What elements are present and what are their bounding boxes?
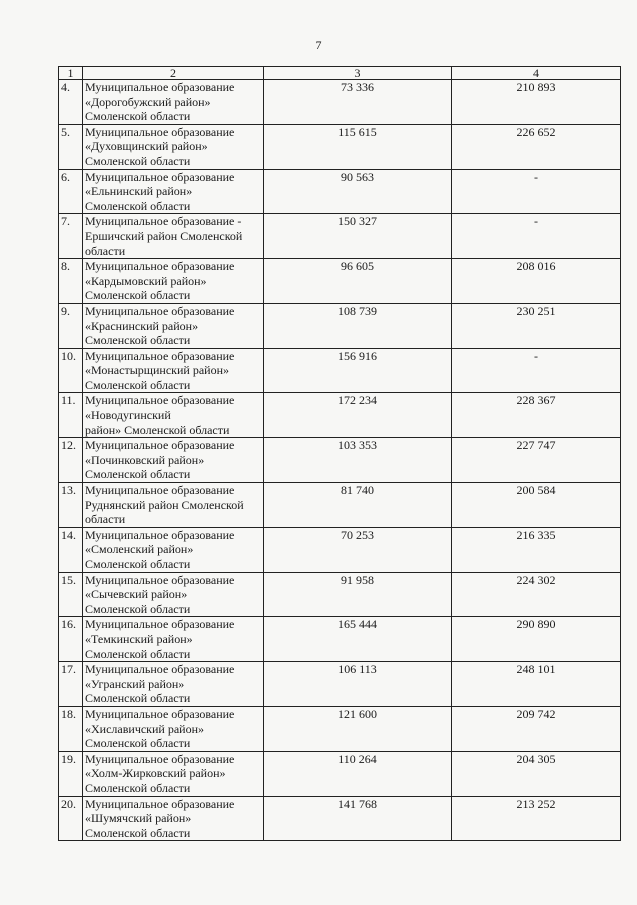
table-row — [59, 124, 621, 169]
table-row — [59, 348, 621, 393]
row-number-cell: 5. — [59, 124, 83, 169]
table-row — [59, 169, 621, 214]
municipality-name-cell — [83, 438, 264, 483]
municipality-name-cell — [83, 796, 264, 841]
municipality-name-cell — [83, 214, 264, 259]
page-number: 7 — [315, 38, 322, 52]
municipality-name-line: Смоленской области — [85, 467, 191, 482]
municipality-name-cell — [83, 483, 264, 528]
row-number-cell: 10. — [59, 348, 83, 393]
row-number-cell: 19. — [59, 751, 83, 796]
table-row — [59, 393, 621, 438]
municipality-name-line: Муниципальное образование — [85, 348, 235, 363]
municipality-name-cell — [83, 80, 264, 125]
value-col4-cell: 200 584 — [452, 483, 621, 528]
table-header-row — [59, 67, 621, 80]
municipality-name-line: «Дорогобужский район» — [85, 94, 211, 109]
municipality-name-line: области — [85, 512, 126, 527]
table-row — [59, 214, 621, 259]
municipality-name-line: Руднянский район Смоленской — [85, 497, 244, 512]
municipality-name-line: «Холм-Жирковский район» — [85, 766, 226, 781]
municipality-name-line: «Новодугинский — [85, 408, 171, 423]
municipality-name-line: Смоленской области — [85, 288, 191, 303]
municipality-name-cell — [83, 259, 264, 304]
value-col3-cell: 70 253 — [264, 527, 452, 572]
municipality-name-cell — [83, 169, 264, 214]
municipality-name-line: Муниципальное образование — [85, 169, 235, 184]
value-col4-cell: 230 251 — [452, 303, 621, 348]
municipality-name-line: «Краснинский район» — [85, 318, 199, 333]
table-row — [59, 438, 621, 483]
value-col3-cell: 150 327 — [264, 214, 452, 259]
value-col3-cell: 141 768 — [264, 796, 452, 841]
municipality-name-line: «Починковский район» — [85, 452, 205, 467]
value-col4-cell: 224 302 — [452, 572, 621, 617]
municipality-name-line: Муниципальное образование — [85, 662, 235, 677]
value-col3-cell: 156 916 — [264, 348, 452, 393]
value-col3-cell: 115 615 — [264, 124, 452, 169]
row-number-cell: 18. — [59, 706, 83, 751]
municipality-name-line: Муниципальное образование - — [85, 214, 242, 229]
row-number-cell: 8. — [59, 259, 83, 304]
municipality-name-line: Муниципальное образование — [85, 438, 235, 453]
municipality-name-line: район» Смоленской области — [85, 422, 230, 437]
municipality-name-cell — [83, 706, 264, 751]
value-col4-cell: 228 367 — [452, 393, 621, 438]
table-row — [59, 303, 621, 348]
municipality-name-line: Муниципальное образование — [85, 751, 235, 766]
value-col4-cell: - — [452, 169, 621, 214]
municipality-name-line: Муниципальное образование — [85, 527, 235, 542]
municipality-name-line: Муниципальное образование — [85, 483, 235, 498]
municipality-name-cell — [83, 303, 264, 348]
table-row — [59, 483, 621, 528]
municipality-name-line: Смоленской области — [85, 153, 191, 168]
row-number-cell: 9. — [59, 303, 83, 348]
row-number-cell: 20. — [59, 796, 83, 841]
municipality-name-cell — [83, 751, 264, 796]
row-number-cell: 12. — [59, 438, 83, 483]
row-number-cell: 17. — [59, 662, 83, 707]
municipality-name-line: Ершичский район Смоленской — [85, 228, 243, 243]
value-col3-cell: 103 353 — [264, 438, 452, 483]
municipality-name-line: Смоленской области — [85, 825, 191, 840]
value-col3-cell: 110 264 — [264, 751, 452, 796]
header-cell-4: 4 — [452, 67, 621, 80]
value-col4-cell: 213 252 — [452, 796, 621, 841]
value-col3-cell: 165 444 — [264, 617, 452, 662]
municipality-name-line: «Ельнинский район» — [85, 184, 193, 199]
table-row — [59, 706, 621, 751]
table-row — [59, 572, 621, 617]
municipality-name-cell — [83, 662, 264, 707]
municipality-name-line: Муниципальное образование — [85, 124, 235, 139]
municipality-name-line: «Смоленский район» — [85, 542, 194, 557]
value-col3-cell: 73 336 — [264, 80, 452, 125]
municipality-name-line: Смоленской области — [85, 691, 191, 706]
municipality-name-line: Смоленской области — [85, 109, 191, 124]
municipality-name-line: «Угранский район» — [85, 676, 185, 691]
value-col4-cell: 248 101 — [452, 662, 621, 707]
municipality-name-line: Муниципальное образование — [85, 303, 235, 318]
value-col3-cell: 121 600 — [264, 706, 452, 751]
header-cell-1: 1 — [59, 67, 83, 80]
value-col4-cell: 208 016 — [452, 259, 621, 304]
municipality-name-line: Муниципальное образование — [85, 80, 235, 94]
value-col4-cell: 226 652 — [452, 124, 621, 169]
table-row — [59, 80, 621, 125]
table-row — [59, 617, 621, 662]
municipality-name-line: Муниципальное образование — [85, 617, 235, 632]
municipality-name-line: Муниципальное образование — [85, 796, 235, 811]
table-row — [59, 662, 621, 707]
table-row — [59, 527, 621, 572]
table-row — [59, 751, 621, 796]
municipality-name-line: «Монастырщинский район» — [85, 363, 230, 378]
municipality-name-cell — [83, 572, 264, 617]
municipality-name-line: «Кардымовский район» — [85, 273, 207, 288]
value-col3-cell: 81 740 — [264, 483, 452, 528]
municipal-table — [58, 66, 621, 841]
header-cell-2: 2 — [83, 67, 264, 80]
value-col4-cell: 227 747 — [452, 438, 621, 483]
municipality-name-cell — [83, 527, 264, 572]
municipality-name-cell — [83, 348, 264, 393]
municipality-name-line: Смоленской области — [85, 198, 191, 213]
row-number-cell: 7. — [59, 214, 83, 259]
value-col3-cell: 96 605 — [264, 259, 452, 304]
value-col4-cell: - — [452, 348, 621, 393]
row-number-cell: 11. — [59, 393, 83, 438]
row-number-cell: 4. — [59, 80, 83, 125]
municipality-name-line: Муниципальное образование — [85, 393, 235, 408]
value-col3-cell: 91 958 — [264, 572, 452, 617]
value-col4-cell: - — [452, 214, 621, 259]
municipality-name-line: «Сычевский район» — [85, 587, 188, 602]
value-col3-cell: 108 739 — [264, 303, 452, 348]
row-number-cell: 15. — [59, 572, 83, 617]
value-col4-cell: 290 890 — [452, 617, 621, 662]
municipality-name-line: Муниципальное образование — [85, 259, 235, 274]
value-col4-cell: 216 335 — [452, 527, 621, 572]
municipality-name-line: области — [85, 243, 126, 258]
header-cell-3: 3 — [264, 67, 452, 80]
value-col3-cell: 90 563 — [264, 169, 452, 214]
value-col4-cell: 210 893 — [452, 80, 621, 125]
value-col4-cell: 204 305 — [452, 751, 621, 796]
value-col4-cell: 209 742 — [452, 706, 621, 751]
municipality-name-cell — [83, 124, 264, 169]
municipality-name-line: Смоленской области — [85, 601, 191, 616]
municipality-name-line: Муниципальное образование — [85, 572, 235, 587]
municipality-name-line: «Темкинский район» — [85, 631, 193, 646]
municipality-name-line: Смоленской области — [85, 646, 191, 661]
municipality-name-cell — [83, 617, 264, 662]
value-col3-cell: 172 234 — [264, 393, 452, 438]
municipality-name-line: Смоленской области — [85, 736, 191, 751]
table-row — [59, 259, 621, 304]
municipality-name-line: «Хиславичский район» — [85, 721, 205, 736]
municipality-name-cell — [83, 393, 264, 438]
municipality-name-line: Смоленской области — [85, 377, 191, 392]
row-number-cell: 13. — [59, 483, 83, 528]
municipality-name-line: «Духовщинский район» — [85, 139, 208, 154]
municipality-name-line: Муниципальное образование — [85, 706, 235, 721]
municipality-name-line: Смоленской области — [85, 333, 191, 348]
municipality-name-line: Смоленской области — [85, 780, 191, 795]
municipality-name-line: «Шумячский район» — [85, 811, 192, 826]
table-row — [59, 796, 621, 841]
row-number-cell: 14. — [59, 527, 83, 572]
value-col3-cell: 106 113 — [264, 662, 452, 707]
municipality-name-line: Смоленской области — [85, 557, 191, 571]
row-number-cell: 16. — [59, 617, 83, 662]
row-number-cell: 6. — [59, 169, 83, 214]
